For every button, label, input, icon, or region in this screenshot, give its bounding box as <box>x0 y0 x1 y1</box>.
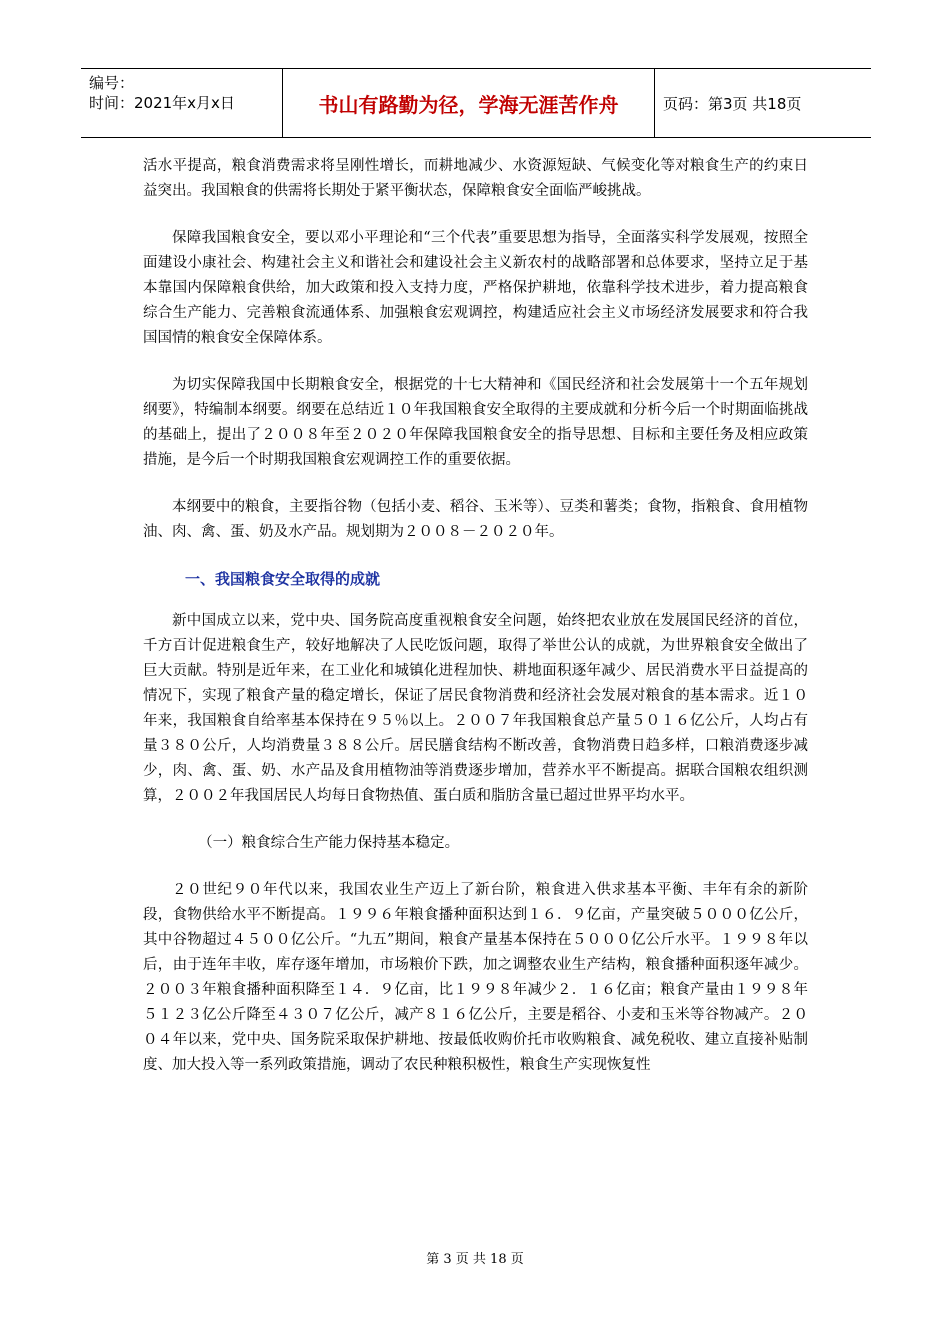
header-page-info: 页码：第3页 共18页 <box>663 94 802 113</box>
header-motto: 书山有路勤为径，学海无涯苦作舟 <box>283 69 655 137</box>
document-body <box>143 154 808 1100</box>
paragraph: 活水平提高，粮食消费需求将呈刚性增长，而耕地减少、水资源短缺、气候变化等对粮食生产的约束日益突出。我国粮食的供需将长期处于紧平衡状态，保障粮食安全面临严峻挑战。 <box>143 158 808 199</box>
document-header <box>81 68 871 138</box>
section-heading: 一、我国粮食安全取得的成就 <box>185 570 381 588</box>
paragraph: 新中国成立以来，党中央、国务院高度重视粮食安全问题，始终把农业放在发展国民经济的首位，千方百计促进粮食生产，较好地解决了人民吃饭问题，取得了举世公认的成就，为世界粮食安全做出了巨大贡献。特别是近年来，在工业化和城镇化进程加快、耕地面积逐年减少、居民消费水平日益提高的情况下，实现了粮食产量的稳定增长，保证了居民食物消费和经济社会发展对粮食的基本需求。近１０年来，我国粮食自给率基本保持在９５％以上。２００７年我国粮食总产量５０１６亿公斤，人均占有量３８０公斤，人均消费量３８８公斤。居民膳食结构不断改善，食物消费日趋多样，口粮消费逐步减少，肉、禽、蛋、奶、水产品及食用植物油等消费逐步增加，营养水平不断提高。据联合国粮农组织测算，２００２年我国居民人均每日食物热值、蛋白质和脂肪含量已超过世界平均水平。 <box>143 613 808 804</box>
subsection-heading: （一）粮食综合生产能力保持基本稳定。 <box>198 835 460 851</box>
paragraph: 保障我国粮食安全，要以邓小平理论和“三个代表”重要思想为指导，全面落实科学发展观，按照全面建设小康社会、构建社会主义和谐社会和建设社会主义新农村的战略部署和总体要求，坚持立足于基本靠国内保障粮食供给，加大政策和投入支持力度，严格保护耕地，依靠科学技术进步，着力提高粮食综合生产能力、完善粮食流通体系、加强粮食宏观调控，构建适应社会主义市场经济发展要求和符合我国国情的粮食安全保障体系。 <box>143 230 808 346</box>
paragraph: 本纲要中的粮食，主要指谷物（包括小麦、稻谷、玉米等）、豆类和薯类；食物，指粮食、食用植物油、肉、禽、蛋、奶及水产品。规划期为２００８－２０２０年。 <box>143 499 808 540</box>
paragraph: 为切实保障我国中长期粮食安全，根据党的十七大精神和《国民经济和社会发展第十一个五年规划纲要》，特编制本纲要。纲要在总结近１０年我国粮食安全取得的主要成就和分析今后一个时期面临挑战的基础上，提出了２００８年至２０２０年保障我国粮食安全的指导思想、目标和主要任务及相应政策措施，是今后一个时期我国粮食宏观调控工作的重要依据。 <box>143 377 808 468</box>
page-footer: 第 3 页 共 18 页 <box>426 1252 524 1267</box>
document-date: 时间：2021年x月x日 <box>89 94 235 112</box>
paragraph: ２０世纪９０年代以来，我国农业生产迈上了新台阶，粮食进入供求基本平衡、丰年有余的新阶段，食物供给水平不断提高。１９９６年粮食播种面积达到１６．９亿亩，产量突破５０００亿公斤，其中谷物超过４５００亿公斤。“九五”期间，粮食产量基本保持在５０００亿公斤水平。１９９８年以后，由于连年丰收，库存逐年增加，市场粮价下跌，加之调整农业生产结构，粮食播种面积逐年减少。２００３年粮食播种面积降至１４．９亿亩，比１９９８年减少２．１６亿亩；粮食产量由１９９８年５１２３亿公斤降至４３０７亿公斤，减产８１６亿公斤，主要是稻谷、小麦和玉米等谷物减产。２００４年以来，党中央、国务院采取保护耕地、按最低收购价托市收购粮食、减免税收、建立直接补贴制度、加大投入等一系列政策措施，调动了农民种粮积极性，粮食生产实现恢复性 <box>143 882 808 1073</box>
header-meta <box>81 69 283 137</box>
document-number-label: 编号： <box>89 74 135 92</box>
